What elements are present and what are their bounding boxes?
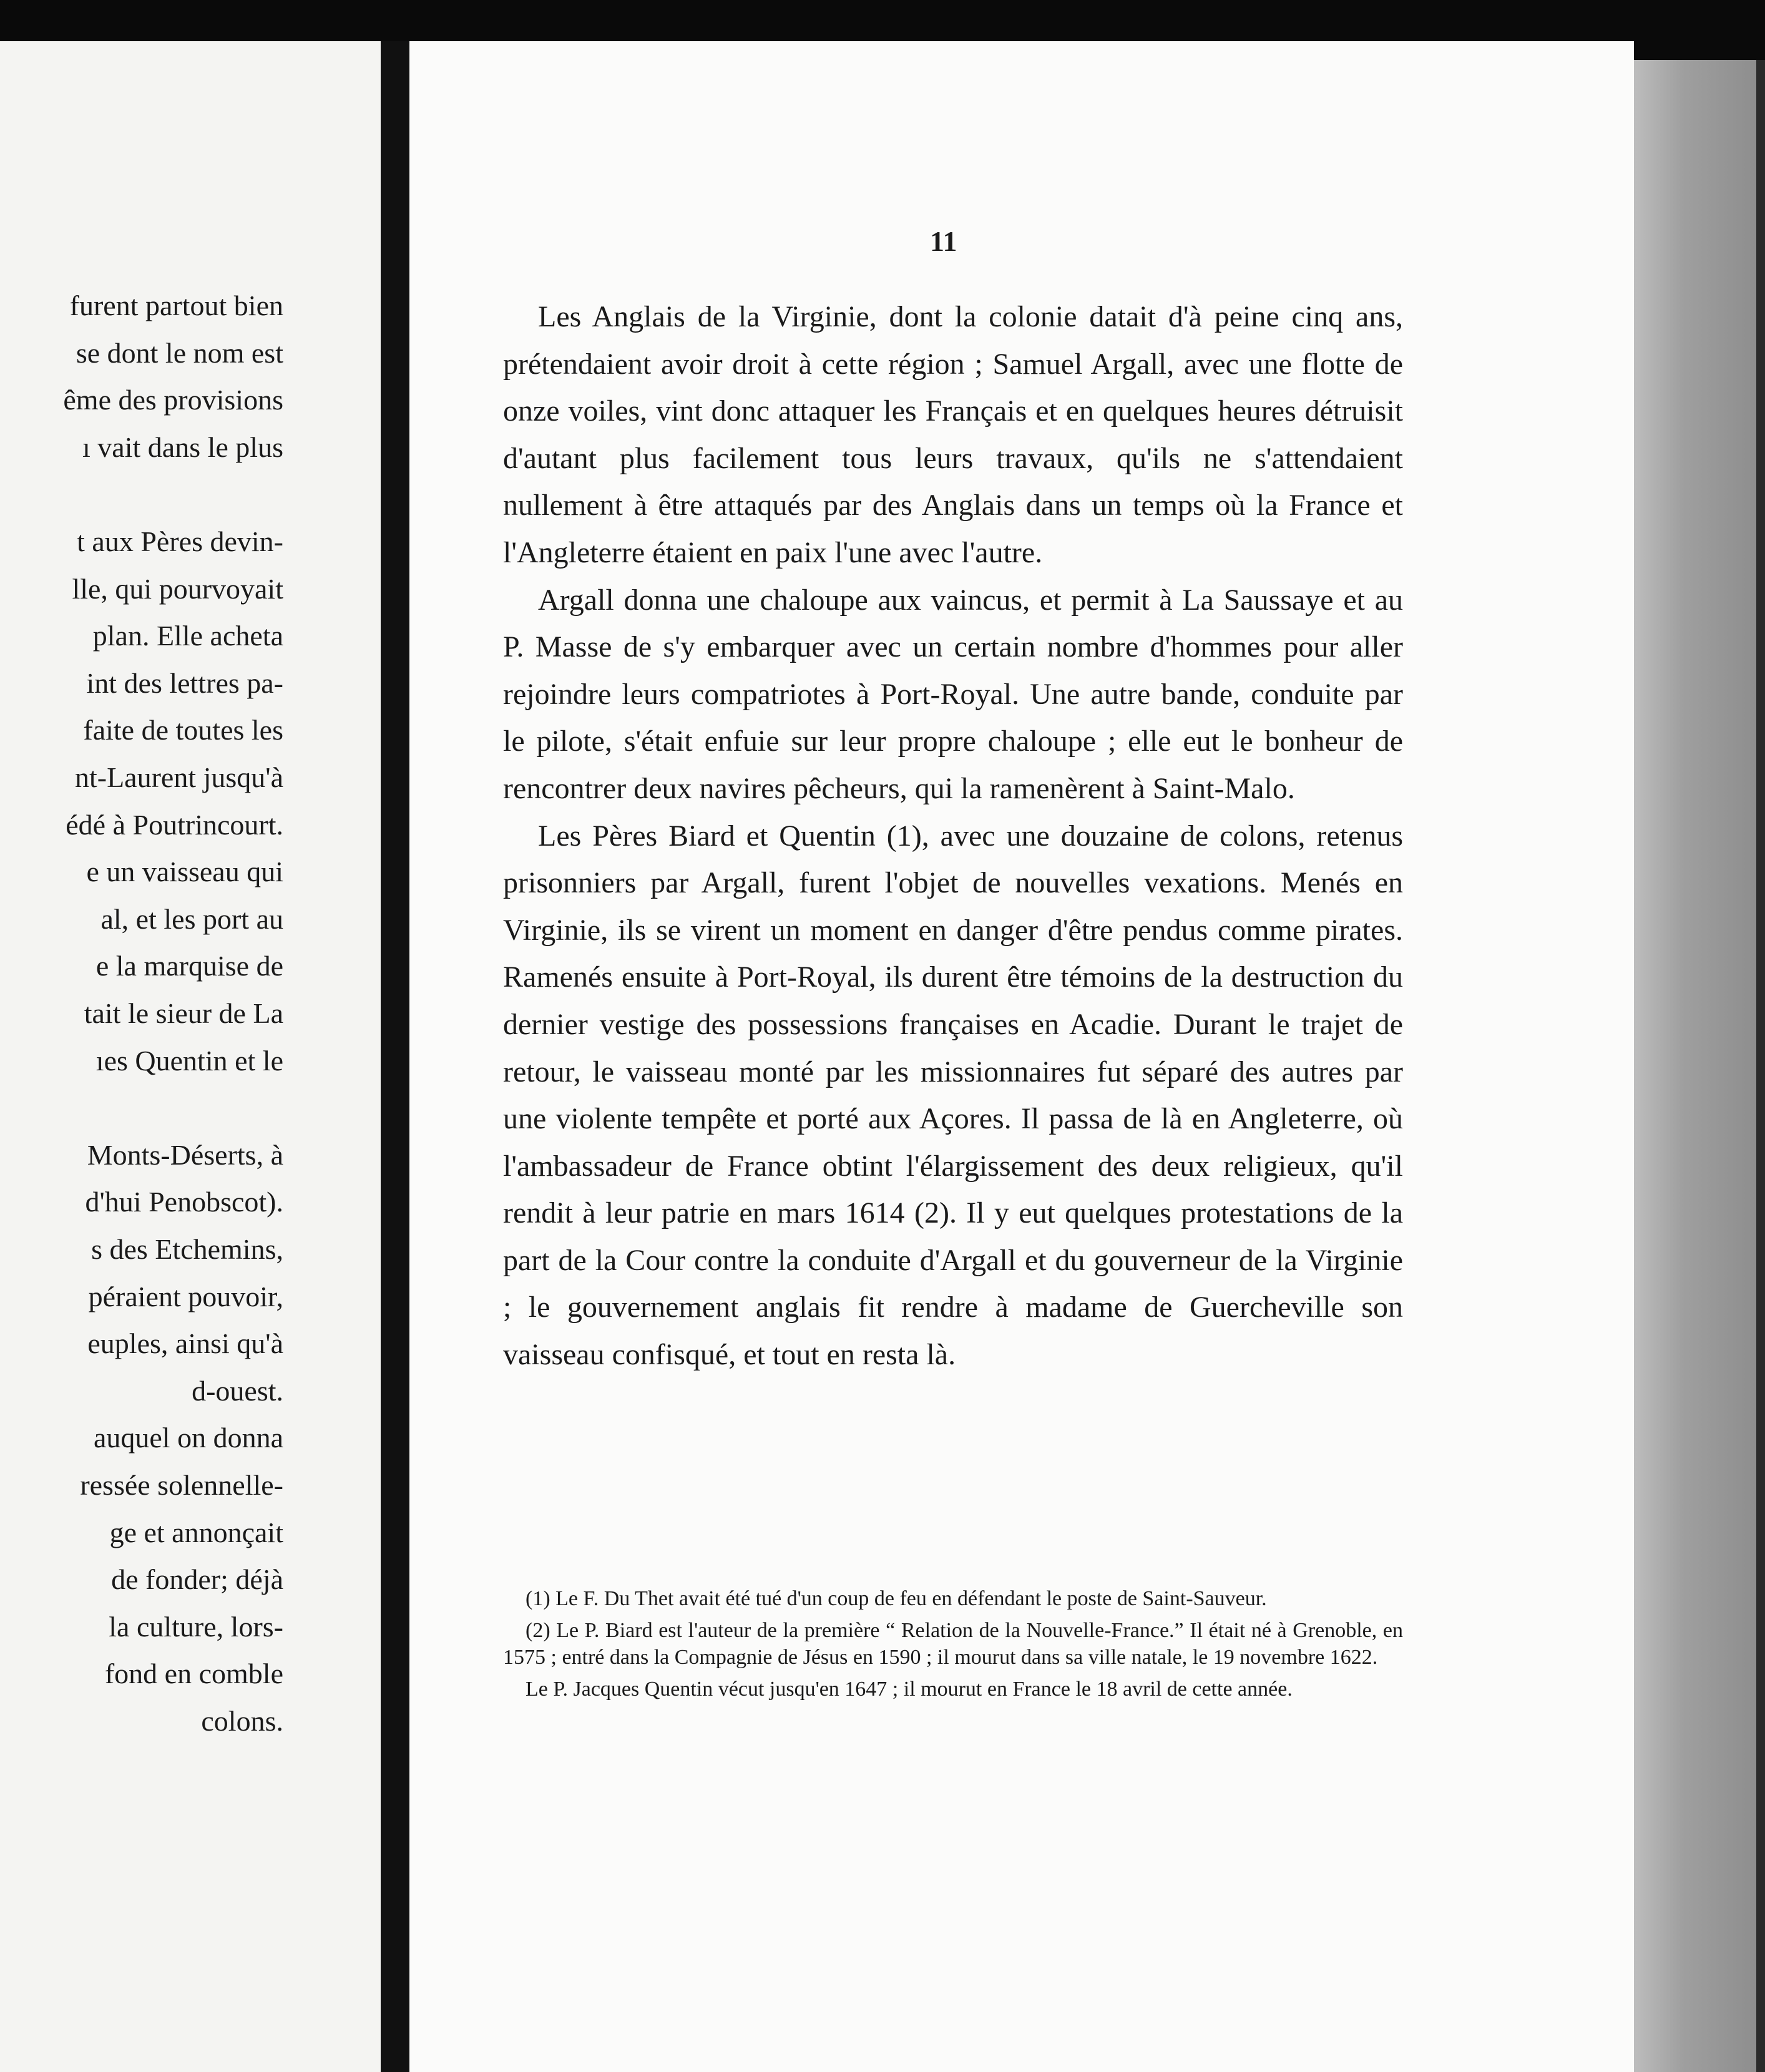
left-page-line: ême des provisions xyxy=(63,384,283,416)
left-page-line: péraient pouvoir, xyxy=(88,1280,283,1312)
left-page-line: nt-Laurent jusqu'à xyxy=(74,761,283,793)
left-page-line: faite de toutes les xyxy=(83,714,283,746)
paragraph: Les Anglais de la Virginie, dont la colonie datait d'à peine cinq ans, prétendaient avoir droit à cette région ; Samuel Argall, avec une flotte de onze voiles, vint donc attaquer les Français et en quelques heures détruisit d'autant plus facilement tous leurs travaux, qu'ils ne s'attendaient nullement à être attaqués par des Anglais dans un temps où la France et l'Angleterre étaient en paix l'une avec l'autre. xyxy=(503,300,1403,569)
left-page-line: édé à Poutrincourt. xyxy=(66,808,283,841)
left-page-line: fond en comble xyxy=(104,1658,283,1690)
body-text xyxy=(503,293,1403,1379)
left-page-line: se dont le nom est xyxy=(76,336,283,369)
left-page-line: int des lettres pa- xyxy=(86,667,283,699)
page-edge-stack xyxy=(1634,60,1756,2072)
left-page-line: ıes Quentin et le xyxy=(95,1044,283,1077)
left-page xyxy=(0,41,381,2072)
footnote: Le P. Jacques Quentin vécut jusqu'en 1647 ; il mourut en France le 18 avril de cette année. xyxy=(526,1678,1293,1701)
footnote: (2) Le P. Biard est l'auteur de la première “ Relation de la Nouvelle-France.” Il était né à Grenoble, en 1575 ; entré dans la Compagnie de Jésus en 1590 ; il mourut dans sa ville natale, le 19 novembre 1622. xyxy=(503,1619,1403,1669)
left-page-line: colons. xyxy=(201,1705,283,1737)
left-page-line: d'hui Penobscot). xyxy=(85,1186,283,1218)
left-page-line: Monts-Déserts, à xyxy=(87,1138,283,1171)
left-page-line: ressée solennelle- xyxy=(80,1469,283,1501)
paragraph: Argall donna une chaloupe aux vaincus, et permit à La Saussaye et au P. Masse de s'y embarquer avec un certain nombre d'hommes pour aller rejoindre leurs compatriotes à Port-Royal. Une autre bande, conduite par le pilote, s'était enfuie sur leur propre chaloupe ; elle eut le bonheur de rencontrer deux navires pêcheurs, qui la ramenèrent à Saint-Malo. xyxy=(503,583,1403,805)
page-edge-shadow xyxy=(1756,60,1765,2072)
left-page-line: plan. Elle acheta xyxy=(92,620,283,652)
left-page-line: ı vait dans le plus xyxy=(82,431,283,463)
left-page-line: ge et annonçait xyxy=(109,1516,283,1548)
left-page-line: tait le sieur de La xyxy=(84,997,283,1029)
paragraph: Les Pères Biard et Quentin (1), avec une douzaine de colons, retenus prisonniers par Argall, furent l'objet de nouvelles vexations. Menés en Virginie, ils se virent un moment en danger d'être pendus comme pirates. Ramenés ensuite à Port-Royal, ils durent être témoins de la destruction du dernier vestige des possessions françaises en Acadie. Durant le trajet de retour, le vaisseau monté par les missionnaires fut séparé des autres par une violente tempête et porté aux Açores. Il passa de là en Angleterre, où l'ambassadeur de France obtint l'élargissement des deux religieux, qu'il rendit à leur patrie en mars 1614 (2). Il y eut quelques protestations de la part de la Cour contre la conduite d'Argall et du gouverneur de la Virginie ; le gouvernement anglais fit rendre à madame de Guercheville son vaisseau confisqué, et tout en resta là. xyxy=(503,819,1403,1372)
book-spine-gutter xyxy=(381,41,409,2072)
left-page-line: auquel on donna xyxy=(93,1422,283,1454)
left-page-line: de fonder; déjà xyxy=(111,1563,283,1596)
left-page-line: la culture, lors- xyxy=(109,1610,283,1643)
left-page-line: al, et les port au xyxy=(100,902,283,935)
left-page-line: t aux Pères devin- xyxy=(77,525,283,557)
footnote: (1) Le F. Du Thet avait été tué d'un coup de feu en défendant le poste de Saint-Sauveur. xyxy=(526,1587,1267,1610)
left-page-line: euples, ainsi qu'à xyxy=(87,1327,283,1360)
left-page-line: s des Etchemins, xyxy=(91,1233,283,1265)
left-page-line: furent partout bien xyxy=(69,290,283,321)
footnotes xyxy=(503,1585,1403,1708)
left-page-line: lle, qui pourvoyait xyxy=(72,572,283,605)
left-page-line: e la marquise de xyxy=(95,950,283,982)
left-page-line: d-ouest. xyxy=(192,1374,283,1407)
page-number: 11 xyxy=(930,225,957,257)
left-page-line: e un vaisseau qui xyxy=(86,856,283,888)
